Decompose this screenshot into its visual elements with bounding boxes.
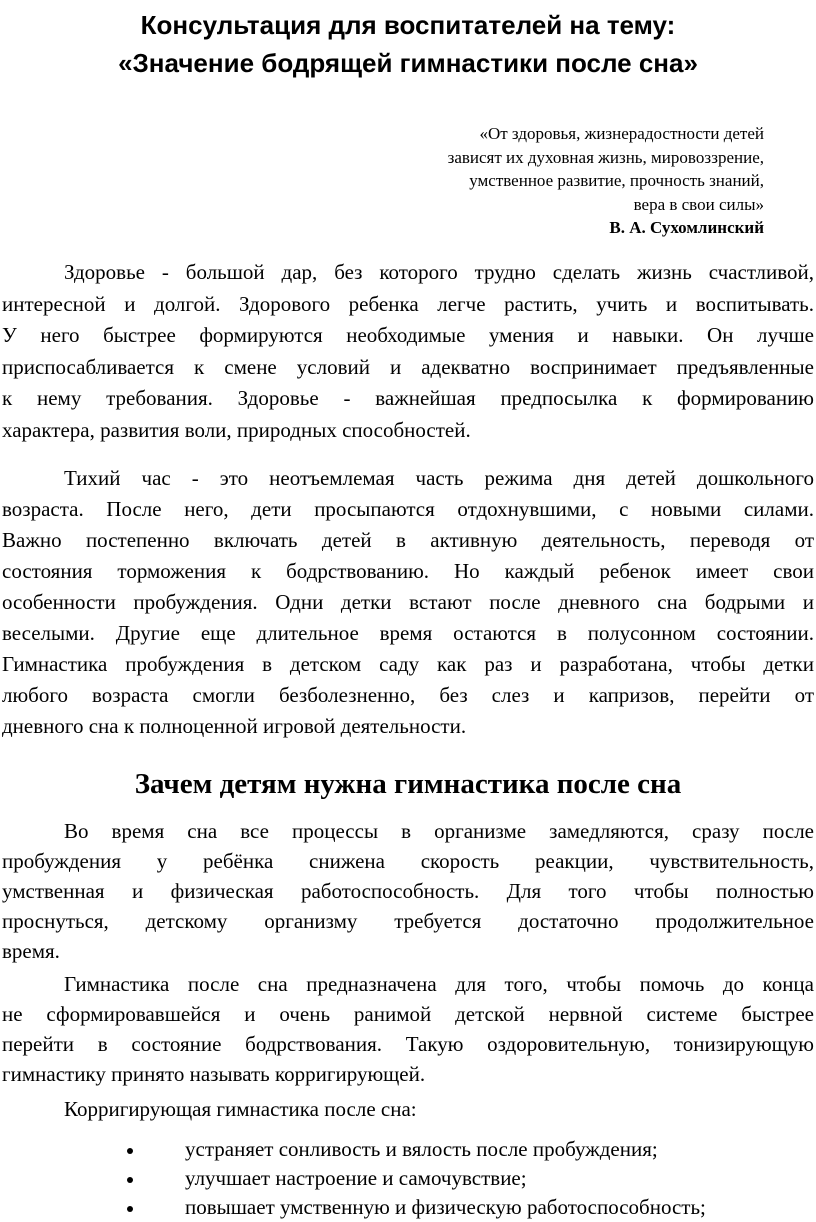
epigraph-author: В. А. Сухомлинский bbox=[609, 218, 764, 237]
paragraph-line: Здоровье - большой дар, без которого трудно сделать жизнь счастливой, bbox=[64, 260, 814, 284]
list-item bbox=[0, 1192, 816, 1222]
epigraph-line: умственное развитие, прочность знаний, bbox=[469, 171, 764, 190]
paragraph-line: характера, развития воли, природных способностей. bbox=[2, 418, 471, 442]
title-line-1: Консультация для воспитателей на тему: bbox=[140, 10, 676, 40]
paragraph-line: интересной и долгой. Здорового ребенка легче растить, учить и воспитывать. bbox=[2, 291, 814, 316]
list-item-text: улучшает настроение и самочувствие; bbox=[185, 1166, 527, 1190]
paragraph-line: возраста. После него, дети просыпаются отдохнувшими, с новыми силами. bbox=[2, 497, 814, 521]
paragraph-line: особенности пробуждения. Одни детки встают после дневного сна бодрыми и bbox=[2, 590, 814, 614]
paragraph-line: к нему требования. Здоровье - важнейшая предпосылка к формированию bbox=[2, 386, 814, 411]
paragraph-line: Во время сна все процессы в организме замедляются, сразу после bbox=[64, 819, 814, 843]
list-item-text: повышает умственную и физическую работоспособность; bbox=[185, 1195, 706, 1219]
paragraph-line: гимнастику принято называть корригирующей. bbox=[2, 1062, 426, 1086]
paragraph-line: Корригирующая гимнастика после сна: bbox=[64, 1097, 417, 1121]
paragraph-line: Гимнастика пробуждения в детском саду как раз и разработана, чтобы детки bbox=[2, 652, 814, 676]
paragraph-line: умственная и физическая работоспособность. Для того чтобы полностью bbox=[2, 879, 814, 903]
section-heading: Зачем детям нужна гимнастика после сна bbox=[134, 768, 682, 800]
paragraph-line: состояния торможения к бодрствованию. Но каждый ребенок имеет свои bbox=[2, 559, 814, 583]
paragraph-line: У него быстрее формируются необходимые умения и навыки. Он лучше bbox=[2, 323, 814, 348]
paragraph-line: дневного сна к полноценной игровой деятельности. bbox=[2, 714, 467, 738]
paragraph-line: время. bbox=[2, 939, 60, 963]
paragraph-line: веселыми. Другие еще длительное время остаются в полусонном состоянии. bbox=[2, 621, 814, 645]
paragraph-line: не сформировавшейся и очень ранимой детской нервной системе быстрее bbox=[2, 1002, 814, 1026]
document-title bbox=[40, 6, 776, 82]
title-line-2: «Значение бодрящей гимнастики после сна» bbox=[118, 48, 698, 78]
paragraph-line: проснуться, детскому организму требуется достаточно продолжительное bbox=[2, 909, 814, 933]
paragraph-line: Тихий час - это неотъемлемая часть режима дня детей дошкольного bbox=[64, 466, 814, 490]
epigraph-line: «От здоровья, жизнерадостности детей bbox=[479, 124, 764, 143]
bullet-icon bbox=[127, 1206, 133, 1212]
list-item-text: устраняет сонливость и вялость после пробуждения; bbox=[185, 1137, 658, 1161]
epigraph-line: зависят их духовная жизнь, мировоззрение, bbox=[447, 147, 764, 167]
list-item bbox=[0, 1163, 816, 1193]
list-item bbox=[0, 1134, 816, 1164]
paragraph-line: любого возраста смогли безболезненно, без слез и капризов, перейти от bbox=[2, 683, 814, 707]
paragraph-line: Важно постепенно включать детей в активную деятельность, переводя от bbox=[2, 528, 814, 552]
bullet-icon bbox=[127, 1148, 133, 1154]
paragraph-line: Гимнастика после сна предназначена для того, чтобы помочь до конца bbox=[64, 972, 814, 996]
paragraph-line: пробуждения у ребёнка снижена скорость реакции, чувствительность, bbox=[2, 849, 814, 873]
bullet-icon bbox=[127, 1177, 133, 1183]
epigraph-line: вера в свои силы» bbox=[633, 194, 764, 214]
epigraph bbox=[344, 122, 764, 240]
paragraph-line: перейти в состояние бодрствования. Такую оздоровительную, тонизирующую bbox=[2, 1032, 814, 1056]
paragraph-line: приспосабливается к смене условий и адекватно воспринимает предъявленные bbox=[2, 354, 814, 379]
